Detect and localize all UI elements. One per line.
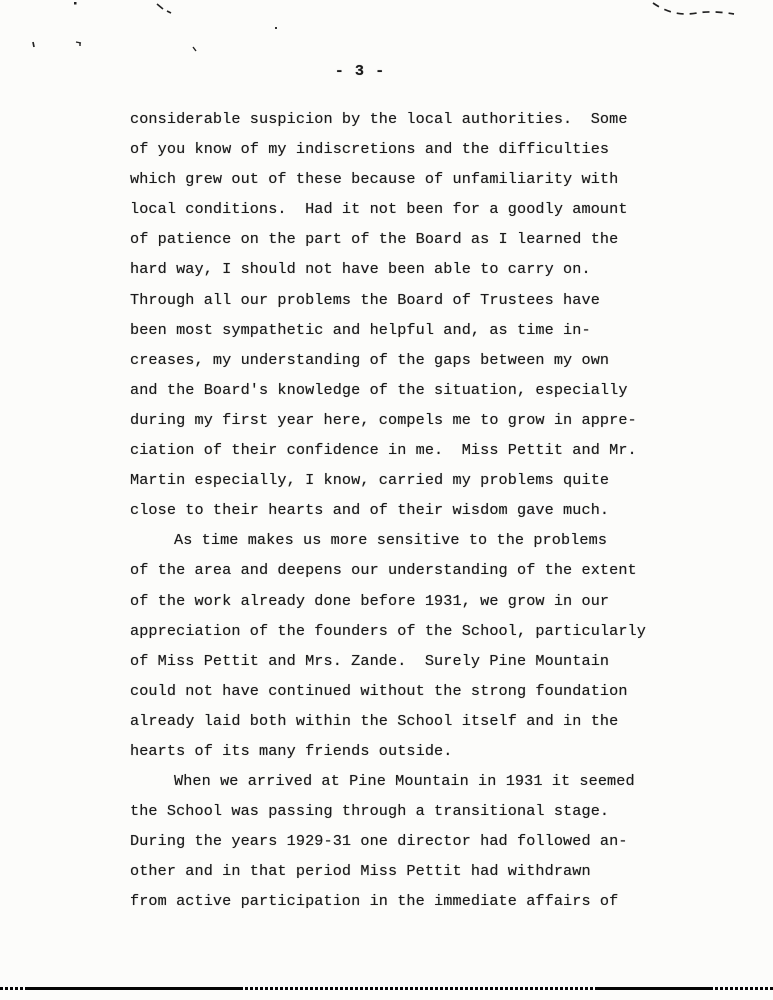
text-line: close to their hearts and of their wisdom gave much.	[130, 501, 610, 520]
text-line: already laid both within the School itself and in the	[130, 711, 619, 730]
speck-icon	[74, 2, 77, 5]
page-number: - 3 -	[334, 62, 386, 80]
text-line: hard way, I should not have been able to carry on.	[130, 260, 591, 279]
text-line: of Miss Pettit and Mrs. Zande. Surely Pine Mountain	[130, 651, 610, 670]
text-line: hearts of its many friends outside.	[130, 741, 453, 760]
scan-artifact-marks	[0, 0, 773, 60]
tick-mark-icon	[76, 42, 81, 46]
text-line: appreciation of the founders of the School, particularly	[130, 621, 646, 640]
text-line: As time makes us more sensitive to the problems	[174, 531, 608, 550]
text-line: of you know of my indiscretions and the difficulties	[130, 140, 610, 159]
text-line: ciation of their confidence in me. Miss Pettit and Mr.	[130, 441, 637, 460]
text-line: Through all our problems the Board of Trustees have	[130, 290, 600, 309]
scan-edge-line-solid	[28, 987, 243, 990]
text-line: during my first year here, compels me to grow in appre-	[130, 410, 637, 429]
text-line: from active participation in the immediate affairs of	[130, 892, 619, 911]
text-line: which grew out of these because of unfamiliarity with	[130, 170, 619, 189]
text-line: Martin especially, I know, carried my problems quite	[130, 471, 610, 490]
scan-edge-line	[0, 986, 773, 990]
text-line: creases, my understanding of the gaps between my own	[130, 350, 610, 369]
comma-mark-icon	[33, 42, 34, 47]
text-line: been most sympathetic and helpful and, as time in-	[130, 320, 591, 339]
scan-edge-line-solid	[598, 987, 710, 990]
speck-icon	[275, 27, 277, 29]
text-line: considerable suspicion by the local authorities. Some	[130, 110, 628, 128]
squiggle-scratch-icon	[653, 3, 734, 14]
document-lines	[130, 104, 690, 917]
text-line: When we arrived at Pine Mountain in 1931 it seemed	[174, 772, 635, 791]
text-line: of patience on the part of the Board as I learned the	[130, 230, 619, 249]
text-line: of the work already done before 1931, we grow in our	[130, 591, 610, 610]
text-line: other and in that period Miss Pettit had withdrawn	[130, 862, 591, 881]
text-line: the School was passing through a transitional stage.	[130, 802, 610, 821]
diagonal-scratch-icon	[157, 4, 171, 13]
text-line: During the years 1929-31 one director had followed an-	[130, 832, 628, 851]
text-line: and the Board's knowledge of the situation, especially	[130, 380, 628, 399]
text-line: could not have continued without the strong foundation	[130, 681, 628, 700]
text-line: local conditions. Had it not been for a goodly amount	[130, 200, 628, 219]
text-line: of the area and deepens our understanding of the extent	[130, 561, 637, 580]
tick-mark-icon	[193, 47, 196, 51]
